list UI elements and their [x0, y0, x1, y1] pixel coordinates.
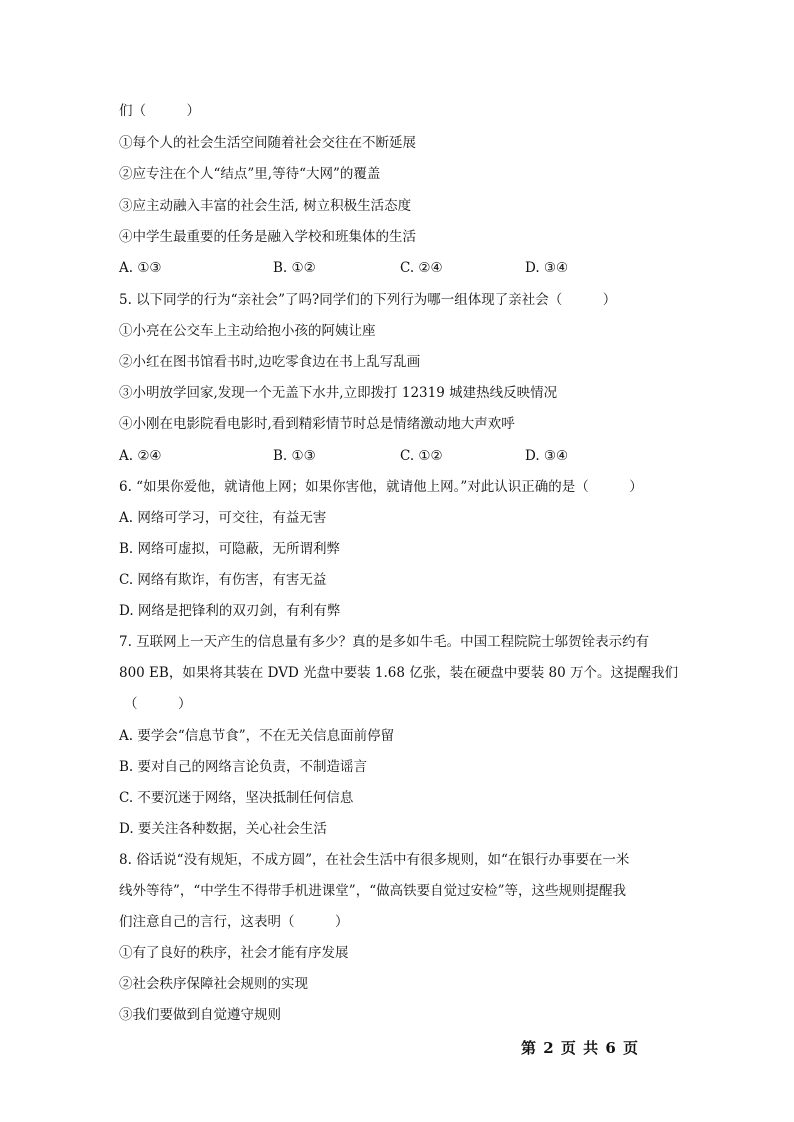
- q5-option-b: B. ①③: [273, 448, 316, 464]
- question-8-stem-line-3: 们注意自己的言行，这表明（ ）: [119, 914, 349, 930]
- option-a: A. ①③: [119, 260, 162, 276]
- q5-statement-1: ①小亮在公交车上主动给抱小孩的阿姨让座: [119, 323, 376, 339]
- q5-option-a: A. ②④: [119, 448, 162, 464]
- q8-statement-2: ②社会秩序保障社会规则的实现: [119, 976, 308, 992]
- q5-statement-4: ④小刚在电影院看电影时,看到精彩情节时总是情绪激动地大声欢呼: [119, 416, 515, 432]
- question-8-stem-line-1: 8. 俗话说“没有规矩，不成方圆”，在社会生活中有很多规则，如“在银行办事要在一米: [119, 852, 630, 868]
- option-c: C. ②④: [400, 260, 443, 276]
- option-b: B. ①②: [273, 260, 316, 276]
- question-8-stem-line-2: 线外等待”，“中学生不得带手机进课堂”，“做高铁要自觉过安检”等，这些规则提醒我: [119, 883, 627, 899]
- question-6-stem: 6. “如果你爱他，就请他上网；如果你害他，就请他上网。”对此认识正确的是（ ）: [119, 479, 643, 495]
- q7-option-b: B. 要对自己的网络言论负责，不制造谣言: [119, 759, 368, 775]
- statement-1: ①每个人的社会生活空间随着社会交往在不断延展: [119, 135, 416, 151]
- question-5-stem: 5. 以下同学的行为“亲社会”了吗?同学们的下列行为哪一组体现了亲社会（ ）: [119, 292, 617, 308]
- q6-option-d: D. 网络是把锋利的双刃剑，有利有弊: [119, 603, 341, 619]
- q7-option-a: A. 要学会“信息节食”，不在无关信息面前停留: [119, 728, 395, 744]
- question-7-answer-bracket: （ ）: [124, 696, 192, 712]
- q5-statement-3: ③小明放学回家,发现一个无盖下水井,立即拨打 12319 城建热线反映情况: [119, 385, 558, 401]
- q8-statement-3: ③我们要做到自觉遵守规则: [119, 1007, 281, 1023]
- q8-statement-1: ①有了良好的秩序，社会才能有序发展: [119, 945, 349, 961]
- q7-option-d: D. 要关注各种数据，关心社会生活: [119, 821, 327, 837]
- q6-option-c: C. 网络有欺诈，有伤害，有害无益: [119, 572, 327, 588]
- page-number: 第 2 页 共 6 页: [521, 1039, 639, 1057]
- statement-3: ③应主动融入丰富的社会生活, 树立积极生活态度: [119, 198, 412, 214]
- statement-2: ②应专注在个人“结点”里,等待“大网”的覆盖: [119, 166, 381, 182]
- question-7-stem-line-2: 800 EB，如果将其装在 DVD 光盘中要装 1.68 亿张，装在硬盘中要装 80 万个。这提醒我们: [119, 665, 678, 681]
- q5-option-d: D. ③④: [525, 448, 569, 464]
- q6-option-a: A. 网络可学习，可交往，有益无害: [119, 510, 327, 526]
- q5-option-c: C. ①②: [400, 448, 443, 464]
- question-7-stem-line-1: 7. 互联网上一天产生的信息量有多少？真的是多如牛毛。中国工程院院士邬贺铨表示约有: [119, 634, 650, 650]
- option-d: D. ③④: [525, 260, 569, 276]
- statement-4: ④中学生最重要的任务是融入学校和班集体的生活: [119, 229, 416, 245]
- question-stem-tail: 们（ ）: [119, 103, 200, 119]
- q6-option-b: B. 网络可虚拟，可隐蔽，无所谓利弊: [119, 541, 341, 557]
- q7-option-c: C. 不要沉迷于网络，坚决抵制任何信息: [119, 790, 354, 806]
- q5-statement-2: ②小红在图书馆看书时,边吃零食边在书上乱写乱画: [119, 354, 421, 370]
